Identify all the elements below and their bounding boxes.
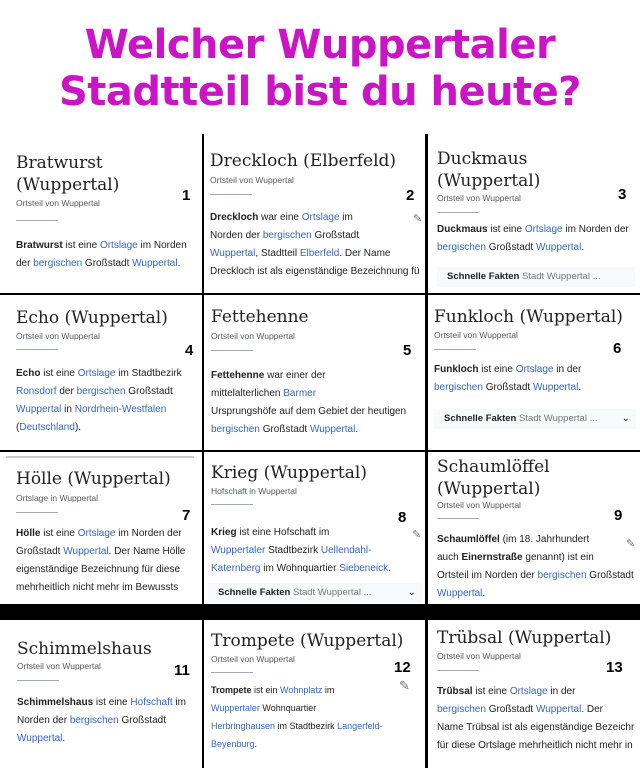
card-title: Trübsal (Wuppertal) [437,628,612,648]
card-truebsal [428,620,640,768]
wiki-link[interactable]: Wuppertal [16,404,62,415]
divider [437,212,479,213]
text-run: ( [16,422,20,433]
divider [211,350,253,351]
wiki-link[interactable]: Ortslage [515,364,554,375]
text-run: Wohnquartier [259,703,317,713]
text-run: ist ein [251,685,281,695]
card-number: 13 [606,659,623,676]
divider [211,672,253,673]
text-run: im Wohnquartier [260,563,340,574]
bold-term: Funkloch [434,364,479,375]
card-title: Duckmaus (Wuppertal) [437,149,541,191]
pencil-icon[interactable]: ✎ [412,529,422,541]
card-number: 7 [182,507,191,524]
card-number: 9 [614,507,623,524]
wiki-link[interactable]: bergischen [33,258,83,269]
wiki-link[interactable]: Ortslage [77,528,116,539]
text-run: im Stadtbezirk [115,368,182,379]
wiki-link[interactable]: Ortslage [77,368,116,379]
card-title: Schimmelshaus [17,639,152,659]
text-run: in der [547,686,576,697]
bold-term: Hölle [16,528,41,539]
wiki-link[interactable]: Wuppertal [210,248,256,259]
wiki-link[interactable]: bergischen [537,570,587,581]
text-run: im Stadtbezirk [275,721,338,731]
card-text [16,525,185,597]
chevron-down-icon[interactable]: ⌄ [407,587,416,598]
text-run: der [56,386,77,397]
card-number: 8 [398,509,407,526]
top-rule [6,456,194,458]
text-run: Großstadt [259,424,310,435]
bold-term: Trübsal [437,686,473,697]
quick-facts-label: Schnelle Fakten [218,587,291,598]
card-text [437,531,634,603]
card-subtitle: Ortsteil von Wuppertal [434,330,518,340]
bold-term: Dreckloch [210,212,259,223]
text-run: ist eine [40,368,78,379]
text-run: . [254,739,258,749]
card-title: Trompete (Wuppertal) [211,631,404,651]
bold-term: Fettehenne [211,370,265,381]
card-title: Dreckloch (Elberfeld) [210,151,397,171]
card-text [17,694,186,748]
text-run: ist eine [93,697,131,708]
divider [16,220,58,221]
card-title: Krieg (Wuppertal) [211,463,367,483]
wiki-link[interactable]: bergischen [437,242,486,253]
text-run: . Der [581,704,604,715]
card-number: 4 [185,342,194,359]
wiki-link[interactable]: Wuppertal [437,588,483,599]
wiki-link[interactable]: Deutschland [19,422,75,433]
wiki-link[interactable]: bergischen [69,715,119,726]
text-run: , Stadtteil [255,248,300,259]
text-run: Ursprungshöfe auf dem Gebiet der heutigen [211,406,407,417]
wiki-link[interactable]: Langerfeld- [337,721,383,731]
card-subtitle: Hofschaft in Wuppertal [211,486,297,496]
wiki-link[interactable]: Wuppertal [535,242,582,253]
card-number: 12 [394,659,411,676]
quick-facts-hint: Stadt Wuppertal ... [292,587,372,598]
text-run: auch [437,552,462,563]
wiki-link[interactable]: Beyenburg [211,739,255,749]
card-fettehenne [204,295,425,450]
quick-facts-hint: Stadt Wuppertal ... [521,271,601,282]
text-run: für diese Ortslage mehrheitlich nicht mehr in [437,740,633,751]
text-run: im Norden der [115,528,182,539]
bold-term: Duckmaus [437,224,488,235]
card-number: 1 [182,187,191,204]
card-title: Echo (Wuppertal) [16,308,168,328]
text-run: ist eine [487,224,525,235]
card-text [434,361,581,397]
quick-facts-label: Schnelle Fakten [444,413,517,424]
card-schimmelshaus [0,620,202,768]
text-run: ist eine [40,528,78,539]
wiki-link[interactable]: Nordrhein-Westfalen [74,404,167,415]
divider [16,512,58,513]
card-subtitle: Ortsteil von Wuppertal [437,500,521,510]
text-run: Großstadt [118,715,166,726]
wiki-link[interactable]: bergischen [211,424,260,435]
text-run: im Norden der [562,224,629,235]
text-run: Großstadt [16,546,64,557]
text-run: Norden der [17,715,70,726]
wiki-link[interactable]: bergischen [434,382,483,393]
wiki-link[interactable]: bergischen [76,386,126,397]
divider [437,518,479,519]
card-subtitle: Ortsteil von Wuppertal [16,198,100,208]
card-text [211,367,406,439]
divider [16,349,58,350]
card-schaumloeffel [428,452,640,604]
text-run: Großstadt [586,570,634,581]
card-text [437,221,629,257]
stadtteil-grid [0,134,640,768]
text-run: Großstadt [125,386,173,397]
card-subtitle: Ortsteil von Wuppertal [16,331,100,341]
wiki-link[interactable]: Wuppertaler [211,545,266,556]
wiki-link[interactable]: Wuppertal [309,424,356,435]
wiki-link[interactable]: Herbringhausen [211,721,276,731]
card-text [16,365,182,437]
card-title: Fettehenne [211,307,309,327]
text-run: . [177,258,181,269]
text-run: Norden der [210,230,263,241]
card-subtitle: Ortsteil von Wuppertal [437,651,521,661]
text-run: Name Trübsal ist als eigenständige Bezeichr [437,722,635,733]
text-run: im Norden [137,240,187,251]
card-subtitle: Ortsteil von Wuppertal [211,331,295,341]
card-number: 3 [618,186,627,203]
card-text [210,209,423,281]
wiki-link[interactable]: Wuppertaler [211,703,260,713]
text-run: ist eine [478,364,516,375]
text-run: Großstadt [311,230,359,241]
text-run: in [61,404,75,415]
text-run: Stadtbezirk [265,545,321,556]
text-run: ). [74,422,82,433]
pencil-icon[interactable]: ✎ [399,678,410,693]
text-run: der [16,258,34,269]
card-subtitle: Ortsteil von Wuppertal [211,654,295,664]
card-dreckloch [204,134,425,293]
card-title: Schaumlöffel (Wuppertal) [437,457,550,499]
wiki-link[interactable]: Ronsdorf [16,386,57,397]
text-run: Großstadt [482,382,533,393]
wiki-link[interactable]: Wuppertal [63,546,109,557]
text-run: . [388,563,391,574]
text-run: ist eine [472,686,510,697]
text-run: ist eine Hofschaft im [236,527,330,538]
card-subtitle: Ortsteil von Wuppertal [17,661,101,671]
bold-term: Schaumlöffel [437,534,500,545]
divider [437,670,479,671]
text-run: Großstadt [82,258,133,269]
text-run: im [322,685,335,695]
card-subtitle: Ortslage in Wuppertal [16,493,99,503]
text-run: . [355,424,359,435]
divider [211,504,253,505]
card-title: Hölle (Wuppertal) [16,469,171,489]
wiki-link[interactable]: Hofschaft [130,697,173,708]
card-text [437,683,634,755]
text-run: war eine [258,212,302,223]
text-run: . [581,242,585,253]
chevron-down-icon[interactable]: ⌄ [621,413,630,424]
text-run: . Der Name [339,248,391,259]
quick-facts-bar[interactable] [434,409,636,429]
divider [17,680,59,681]
card-number: 6 [613,340,622,357]
divider [210,194,252,195]
card-text [16,237,187,273]
card-number: 5 [403,342,412,359]
card-duckmaus [428,134,640,293]
text-run: eigenständige Bezeichnung für diese [16,564,181,575]
bold-term: Echo [16,368,41,379]
bold-term: Schimmelshaus [17,697,94,708]
pencil-icon[interactable]: ✎ [413,213,423,225]
card-subtitle: Ortsteil von Wuppertal [437,193,521,203]
card-trompete [204,620,425,768]
text-run: im [339,212,353,223]
card-text [211,681,383,753]
text-run: in der [553,364,582,375]
text-run: . [578,382,582,393]
text-run: mittelalterlichen [211,388,284,399]
text-run: (im 18. Jahrhundert [499,534,590,545]
wiki-link[interactable]: Ortslage [99,240,138,251]
text-run: genannt) ist ein [522,552,594,563]
wiki-link[interactable]: Wuppertal [535,704,582,715]
wiki-link[interactable]: Katernberg [211,563,261,574]
wiki-link[interactable]: Ortslage [524,224,563,235]
wiki-link[interactable]: bergischen [262,230,312,241]
text-run: . Der Name Hölle [108,546,186,557]
bold-term: Krieg [211,527,237,538]
card-number: 2 [406,187,415,204]
text-run: Großstadt [485,242,536,253]
text-run: ist eine [62,240,100,251]
quick-facts-hint: Stadt Wuppertal ... [518,413,598,424]
text-run: war einer der [264,370,326,381]
wiki-link[interactable]: Wuppertal [132,258,178,269]
bold-term: Trompete [211,685,252,695]
text-run: im [172,697,186,708]
wiki-link[interactable]: Ortslage [509,686,548,697]
text-run: Ortsteil im Norden der [437,570,538,581]
text-run: Dreckloch ist als eigenständige Bezeichnung fü [210,266,420,277]
card-bratwurst [0,134,202,293]
text-run: mehrheitlich nicht mehr im Bewussts [16,582,179,593]
card-krieg [204,452,425,604]
pencil-icon[interactable]: ✎ [626,538,636,550]
quick-facts-bar[interactable] [437,267,635,287]
card-hoelle [0,452,202,604]
card-number: 11 [174,662,190,679]
text-run: Großstadt [485,704,536,715]
text-run: . [482,588,486,599]
card-text [211,524,391,578]
card-title: Funkloch (Wuppertal) [434,307,623,327]
wiki-link[interactable]: Barmer [283,388,317,399]
wiki-link[interactable]: Wohnplatz [280,685,323,695]
wiki-link[interactable]: Wuppertal [17,733,63,744]
wiki-link[interactable]: Elberfeld [299,248,340,259]
headline: Welcher Wuppertaler Stadtteil bist du heute? [58,22,582,115]
card-title: Bratwurst (Wuppertal) [16,153,120,195]
quick-facts-bar[interactable] [208,583,422,603]
quick-facts-label: Schnelle Fakten [447,271,520,282]
bold-term: Einernstraße [461,552,523,563]
divider [434,349,476,350]
card-echo [0,295,202,450]
card-funkloch [428,295,640,450]
text-run: . [62,733,66,744]
wiki-link[interactable]: Uellendahl- [320,545,372,556]
wiki-link[interactable]: Wuppertal [532,382,579,393]
bold-term: Bratwurst [16,240,63,251]
wiki-link[interactable]: Ortslage [301,212,340,223]
wiki-link[interactable]: bergischen [437,704,486,715]
wiki-link[interactable]: Siebeneick [339,563,389,574]
card-subtitle: Ortsteil von Wuppertal [210,175,294,185]
